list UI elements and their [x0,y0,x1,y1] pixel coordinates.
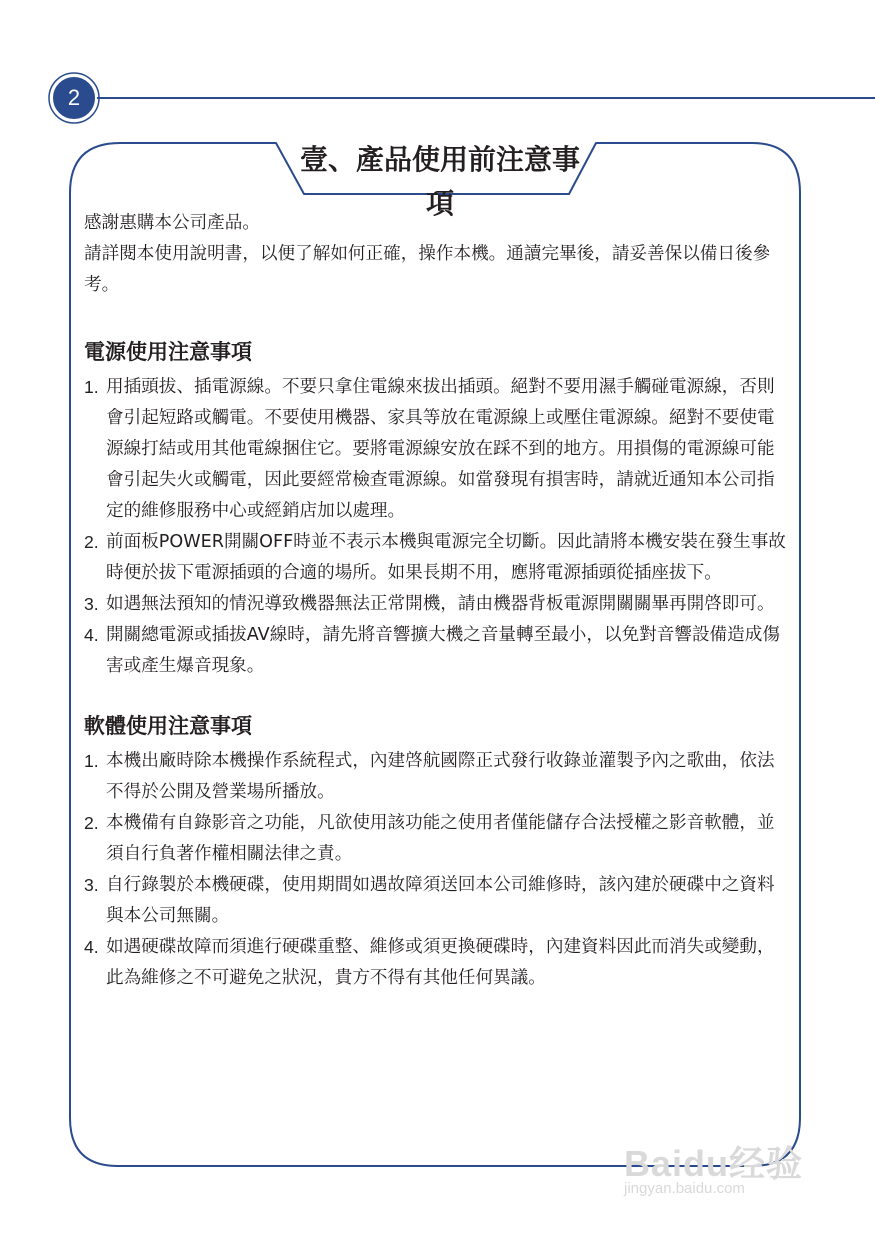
item-number: 4. [84,937,99,957]
list-item [84,746,790,808]
list-item [84,808,790,870]
item-text: 如遇硬碟故障而須進行硬碟重整、維修或須更換硬碟時，內建資料因此而消失或變動，此為維修之不可避免之狀況，貴方不得有其他任何異議。 [106,937,775,988]
baidu-watermark [624,1136,824,1206]
item-text: 前面板POWER開關OFF時並不表示本機與電源完全切斷。因此請將本機安裝在發生事故時便於拔下電源插頭的合適的場所。如果長期不用，應將電源插頭從插座拔下。 [106,532,786,583]
intro-line: 請詳閱本使用說明書，以便了解如何正確，操作本機。通讀完畢後，請妥善保以備日後參考。 [84,244,771,295]
list-item [84,589,790,620]
item-text: 本機備有自錄影音之功能，凡欲使用該功能之使用者僅能儲存合法授權之影音軟體，並須自行負著作權相關法律之責。 [106,813,775,864]
item-number: 4. [84,625,99,645]
item-text: 本機出廠時除本機操作系統程式，內建啓航國際正式發行收錄並灌製予內之歌曲，依法不得於公開及營業場所播放。 [106,751,775,802]
item-number: 3. [84,875,99,895]
list-item [84,620,790,682]
software-notice-list [84,746,790,994]
list-item [84,932,790,994]
power-notice-list [84,372,790,682]
item-number: 1. [84,751,99,771]
intro [84,208,790,301]
watermark-url: jingyan.baidu.com [624,1180,745,1197]
item-number: 2. [84,813,99,833]
software-section-heading: 軟體使用注意事項 [84,714,252,738]
item-text: 用插頭拔、插電源線。不要只拿住電線來拔出插頭。絕對不要用濕手觸碰電源線，否則會引起短路或觸電。不要使用機器、家具等放在電源線上或壓住電源線。絕對不要使電源線打結或用其他電線捆住它。要將電源線安放在踩不到的地方。用損傷的電源線可能會引起失火或觸電，因此要經常檢查電源線。如當發現有損害時，請就近通知本公司指定的維修服務中心或經銷店加以處理。 [106,377,775,521]
list-item [84,372,790,527]
item-number: 3. [84,594,99,614]
content-body [84,208,790,994]
power-section-heading: 電源使用注意事項 [84,340,252,364]
list-item [84,527,790,589]
intro-line: 感謝惠購本公司產品。 [84,213,260,233]
page-title: 壹、產品使用前注意事項 [300,143,581,220]
item-text: 開關總電源或插拔AV線時，請先將音響擴大機之音量轉至最小，以免對音響設備造成傷害或產生爆音現象。 [106,625,780,676]
item-number: 1. [84,377,99,397]
watermark-logo: Baidu经验 [624,1143,804,1184]
list-item [84,870,790,932]
item-number: 2. [84,532,99,552]
page-number: 2 [67,85,81,110]
item-text: 自行錄製於本機硬碟，使用期間如遇故障須送回本公司維修時，該內建於硬碟中之資料與本公司無關。 [106,875,775,926]
item-text: 如遇無法預知的情況導致機器無法正常開機，請由機器背板電源開關關畢再開啓即可。 [106,594,775,614]
